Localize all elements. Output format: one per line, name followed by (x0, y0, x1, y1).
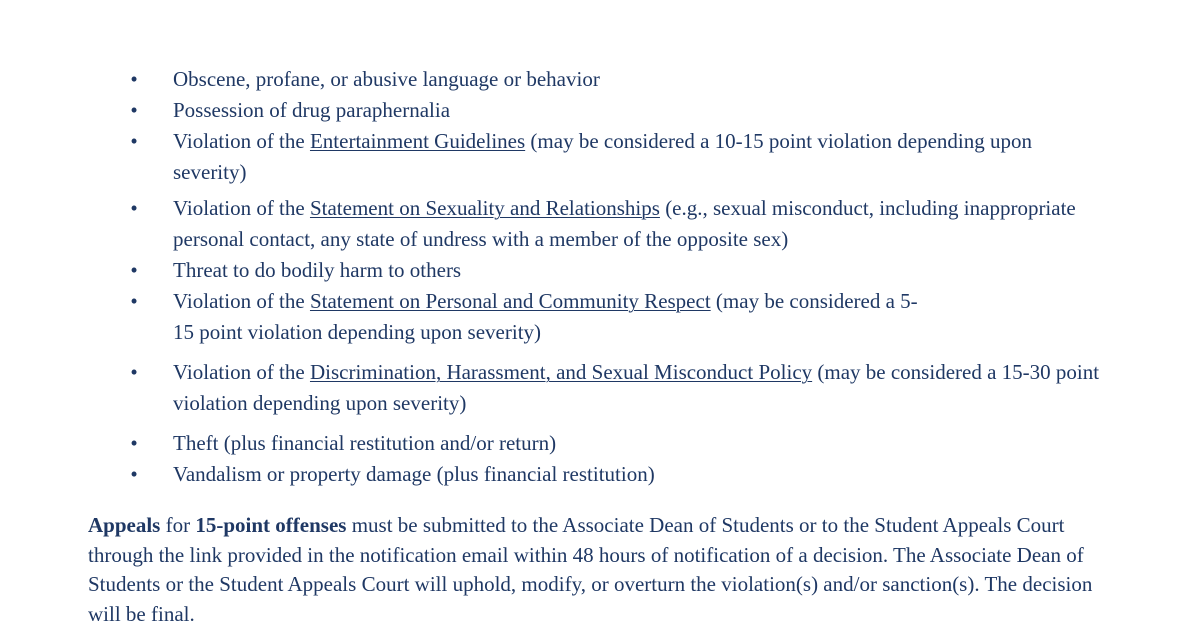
list-item-text: Theft (plus financial restitution and/or return) (173, 431, 557, 455)
list-item-text: Possession of drug paraphernalia (173, 98, 451, 122)
list-item-text-line2: 15 point violation depending upon severity) (173, 320, 542, 344)
list-item-text: Vandalism or property damage (plus financial restitution) (173, 462, 655, 486)
list-item (0, 64, 1200, 95)
bullet-icon: • (130, 196, 138, 220)
bullet-icon: • (130, 462, 138, 486)
offense-list (0, 64, 1200, 490)
entertainment-guidelines-link[interactable]: Entertainment Guidelines (309, 129, 526, 153)
list-item-text-before: Violation of the (173, 129, 310, 153)
list-item (0, 95, 1200, 126)
appeals-paragraph (88, 511, 1123, 629)
appeals-text-1: for (160, 513, 196, 537)
bullet-icon: • (130, 289, 138, 313)
list-item-text: Obscene, profane, or abusive language or behavior (173, 67, 600, 91)
list-item (0, 459, 1200, 490)
personal-community-respect-statement-link[interactable]: Statement on Personal and Community Respect (309, 289, 711, 313)
bullet-icon: • (130, 67, 138, 91)
discrimination-harassment-policy-link[interactable]: Discrimination, Harassment, and Sexual Misconduct Policy (309, 360, 813, 384)
bullet-icon: • (130, 129, 138, 153)
appeals-text-2: must be submitted to the Associate Dean of Students or to the Student Appeals Court through the link provided in the notification email within 48 hours of notification of a decision. The Associate Dean of Students or the Student Appeals Court will uphold, modify, or overturn the violation(s) and/or sanction(s). The decision will be final. (88, 513, 1093, 626)
list-item-text-after: (e.g., sexual misconduct, including inappropriate personal contact, any state of undress with a member of the opposite sex) (173, 196, 1076, 251)
bullet-icon: • (130, 98, 138, 122)
offense-level-bold: 15-point offenses (195, 513, 347, 537)
list-item-text-after: (may be considered a 5- (710, 289, 918, 313)
bullet-icon: • (130, 431, 138, 455)
list-item-text: Threat to do bodily harm to others (173, 258, 462, 282)
sexuality-relationships-statement-link[interactable]: Statement on Sexuality and Relationships (309, 196, 660, 220)
list-item (0, 255, 1200, 286)
list-item-text-before: Violation of the (173, 360, 310, 384)
appeals-bold-label: Appeals (88, 513, 161, 537)
list-item (0, 126, 1200, 188)
list-item (0, 193, 1200, 255)
list-item-text-before: Violation of the (173, 289, 310, 313)
list-item-text-before: Violation of the (173, 196, 310, 220)
list-item-text-after: (may be considered a 15-30 point violation depending upon severity) (173, 360, 1100, 415)
bullet-icon: • (130, 258, 138, 282)
list-item (0, 286, 1200, 348)
bullet-icon: • (130, 360, 138, 384)
list-item (0, 428, 1200, 459)
list-item-text-after: (may be considered a 10-15 point violation depending upon severity) (173, 129, 1032, 184)
list-item (0, 357, 1200, 419)
